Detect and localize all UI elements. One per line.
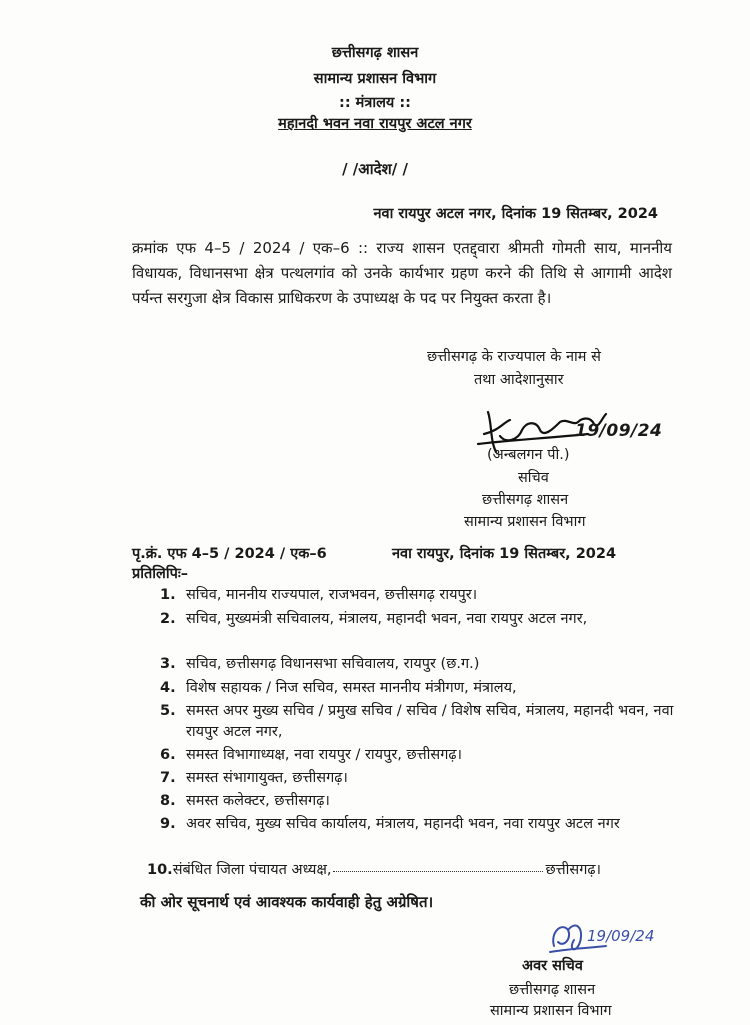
copy-list-item-text: समस्त अपर मुख्य सचिव / प्रमुख सचिव / सचिव / विशेष सचिव, मंत्रालय, महानदी भवन, नवा रायपुर अटल नगर,: [186, 703, 674, 740]
copy-list-item-text: संबंधित जिला पंचायत अध्यक्ष,: [172, 862, 332, 878]
header-department: सामान्य प्रशासन विभाग: [313, 71, 437, 87]
copy-list-item-number: 7.: [160, 770, 176, 786]
copy-list-item: [160, 585, 680, 606]
copy-list-item-text: सचिव, मुख्यमंत्री सचिवालय, मंत्रालय, महानदी भवन, नवा रायपुर अटल नगर,: [186, 611, 588, 627]
copy-label: प्रतिलिपिः–: [132, 566, 189, 582]
copy-list-item: [160, 814, 680, 835]
copy-list-item-number: 1.: [160, 587, 176, 603]
copy-list-item-number: 4.: [160, 680, 176, 696]
copy-list-item-text: सचिव, छत्तीसगढ़ विधानसभा सचिवालय, रायपुर (छ.ग.): [186, 656, 480, 672]
secretary-department: सामान्य प्रशासन विभाग: [464, 514, 586, 530]
copy-list-item: [160, 745, 680, 766]
secretary-name: (अन्बलगन पी.): [487, 447, 570, 463]
copy-list-item: [160, 701, 680, 743]
order-place-date: नवा रायपुर अटल नगर, दिनांक 19 सितम्बर, 2024: [373, 206, 658, 222]
forwarding-note: की ओर सूचनार्थ एवं आवश्यक कार्यवाही हेतु अग्रेषित।: [140, 893, 434, 911]
endorsement-place-date: नवा रायपुर, दिनांक 19 सितम्बर, 2024: [392, 546, 617, 562]
endorsement-number: पृ.क्रं. एफ 4–5 / 2024 / एक–6: [132, 546, 327, 562]
copy-list-item: [160, 678, 680, 699]
under-secretary-state: छत्तीसगढ़ शासन: [509, 982, 596, 998]
copy-list-item-number: 5.: [160, 703, 176, 719]
fill-in-blank: [333, 871, 543, 872]
copy-list-item-text: समस्त विभागाध्यक्ष, नवा रायपुर / रायपुर, छत्तीसगढ़।: [186, 747, 463, 763]
under-secretary-sign-date: 19/09/24: [587, 927, 655, 945]
authority-line-1: छत्तीसगढ़ के राज्यपाल के नाम से: [427, 349, 601, 365]
copy-list-item-number: 3.: [160, 656, 176, 672]
header-office: :: मंत्रालय ::: [339, 95, 411, 111]
copy-list-item: [160, 654, 680, 675]
secretary-sign-date: 19/09/24: [575, 421, 663, 441]
copy-list-item-number: 2.: [160, 611, 176, 627]
authority-line-2: तथा आदेशानुसार: [474, 372, 564, 388]
copy-list-item-text: अवर सचिव, मुख्य सचिव कार्यालय, मंत्रालय, महानदी भवन, नवा रायपुर अटल नगर: [186, 816, 620, 832]
copy-list-item-suffix: छत्तीसगढ़।: [545, 862, 602, 878]
copy-list-item: [160, 768, 680, 789]
order-title: / /आदेश/ /: [342, 160, 408, 178]
copy-list-item-text: विशेष सहायक / निज सचिव, समस्त माननीय मंत्रीगण, मंत्रालय,: [186, 680, 517, 696]
under-secretary-designation: अवर सचिव: [522, 958, 583, 974]
order-body: क्रमांक एफ 4–5 / 2024 / एक–6 :: राज्य शासन एतद्द्वारा श्रीमती गोमती साय, माननीय विधायक, विधानसभा क्षेत्र पत्थलगांव को उनके कार्यभार ग्रहण करने की तिथि से आगामी आदेश पर्यन्त सरगुजा क्षेत्र विकास प्राधिकरण के उपाध्यक्ष के पद पर नियुक्त करता है।: [132, 239, 672, 307]
secretary-state: छत्तीसगढ़ शासन: [482, 492, 569, 508]
under-secretary-department: सामान्य प्रशासन विभाग: [490, 1003, 612, 1019]
copy-list-item-text: समस्त कलेक्टर, छत्तीसगढ़।: [186, 793, 330, 809]
copy-list-item-text: समस्त संभागायुक्त, छत्तीसगढ़।: [186, 770, 348, 786]
secretary-designation: सचिव: [518, 470, 549, 486]
header-state: छत्तीसगढ़ शासन: [331, 45, 419, 61]
copy-list-item-number: 6.: [160, 747, 176, 763]
copy-list-item-number: 10.: [147, 862, 173, 878]
copy-list-item: [160, 791, 680, 812]
copy-list-item-10: [147, 860, 687, 881]
copy-list-item-number: 9.: [160, 816, 176, 832]
copy-list-item-text: सचिव, माननीय राज्यपाल, राजभवन, छत्तीसगढ़ रायपुर।: [186, 587, 478, 603]
header-building: महानदी भवन नवा रायपुर अटल नगर: [278, 116, 472, 132]
copy-list-item: [160, 609, 680, 630]
copy-list-item-number: 8.: [160, 793, 176, 809]
